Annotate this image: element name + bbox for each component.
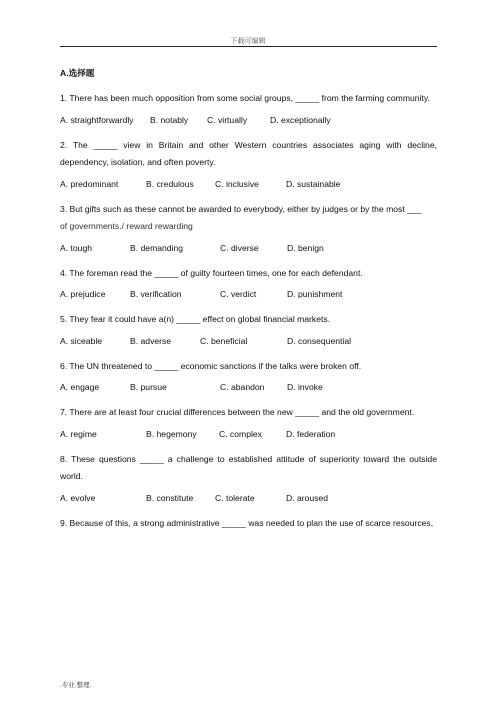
question-text: 8. These questions _____ a challenge to established attitude of superiority toward the outside world. <box>60 453 437 481</box>
question-7 <box>60 404 437 443</box>
option-b: B. adverse <box>130 335 172 346</box>
options-row <box>60 379 437 396</box>
question-text-continued: of governments./ reward rewarding <box>60 221 193 231</box>
question-text: 6. The UN threatened to _____ economic sanctions if the talks were broken off. <box>60 360 362 371</box>
option-c: C. beneficial <box>200 335 248 346</box>
option-d: D. sustainable <box>286 178 341 189</box>
option-a: A. evolve <box>60 492 96 503</box>
options-row <box>60 426 437 443</box>
question-6 <box>60 358 437 397</box>
option-b: B. credulous <box>146 178 194 189</box>
question-4 <box>60 265 437 304</box>
option-d: D. consequential <box>287 335 352 346</box>
question-text: 4. The foreman read the _____ of guilty fourteen times, one for each defendant. <box>60 267 363 278</box>
question-text: 1. There has been much opposition from some social groups, _____ from the farming community. <box>60 93 430 103</box>
question-1 <box>60 90 437 129</box>
option-a: A. engage <box>60 382 100 392</box>
option-d: D. exceptionally <box>270 114 331 125</box>
question-3 <box>60 201 437 257</box>
question-text: 2. The _____ view in Britain and other Western countries associates aging with decline, dependency, isolation, and often poverty. <box>60 139 437 167</box>
options-row <box>60 333 437 350</box>
option-a: A. straightforwardly <box>60 114 134 125</box>
option-c: C. tolerate <box>215 492 255 503</box>
page-footer: .专业.整理. <box>60 682 92 689</box>
option-a: A. siceable <box>60 335 103 346</box>
header-rule <box>60 46 437 47</box>
options-row <box>60 176 437 193</box>
option-b: B. hegemony <box>146 428 197 439</box>
option-c: C. diverse <box>220 242 259 253</box>
option-d: D. benign <box>287 242 324 253</box>
option-b: B. verification <box>130 289 182 299</box>
options-row <box>60 240 437 257</box>
option-a: A. tough <box>60 242 93 253</box>
option-a: A. regime <box>60 428 97 439</box>
option-a: A. predominant <box>60 178 119 189</box>
question-9 <box>60 515 437 533</box>
option-c: C. complex <box>219 428 262 439</box>
question-text: 5. They fear it could have a(n) _____ effect on global financial markets. <box>60 314 331 324</box>
question-text: 3. But gifts such as these cannot be awarded to everybody, either by judges or by the most ___ <box>60 203 422 214</box>
option-c: C. abandon <box>220 382 265 392</box>
document-content <box>60 66 437 536</box>
options-row <box>60 286 437 303</box>
option-b: B. notably <box>150 114 189 125</box>
options-row <box>60 112 437 129</box>
option-b: B. constitute <box>146 492 194 503</box>
option-d: D. aroused <box>286 492 329 503</box>
option-c: C. virtually <box>207 114 248 125</box>
option-b: B. pursue <box>130 382 167 392</box>
section-title: A.选择题 <box>60 68 95 78</box>
option-b: B. demanding <box>130 242 184 253</box>
option-d: D. invoke <box>287 382 323 392</box>
question-8 <box>60 451 437 507</box>
option-d: D. federation <box>286 428 336 439</box>
option-c: C. verdict <box>220 289 257 299</box>
option-d: D. punishment <box>287 289 343 299</box>
question-2 <box>60 137 437 193</box>
question-text: 9. Because of this, a strong administrative _____ was needed to plan the use of scarce resources, <box>60 517 434 528</box>
question-text: 7. There are at least four crucial differences between the new _____ and the old government. <box>60 407 415 417</box>
page-header: 下载可编辑 <box>230 38 266 45</box>
options-row <box>60 490 437 507</box>
option-c: C. inclusive <box>215 178 259 189</box>
option-a: A. prejudice <box>60 289 106 299</box>
question-5 <box>60 311 437 350</box>
